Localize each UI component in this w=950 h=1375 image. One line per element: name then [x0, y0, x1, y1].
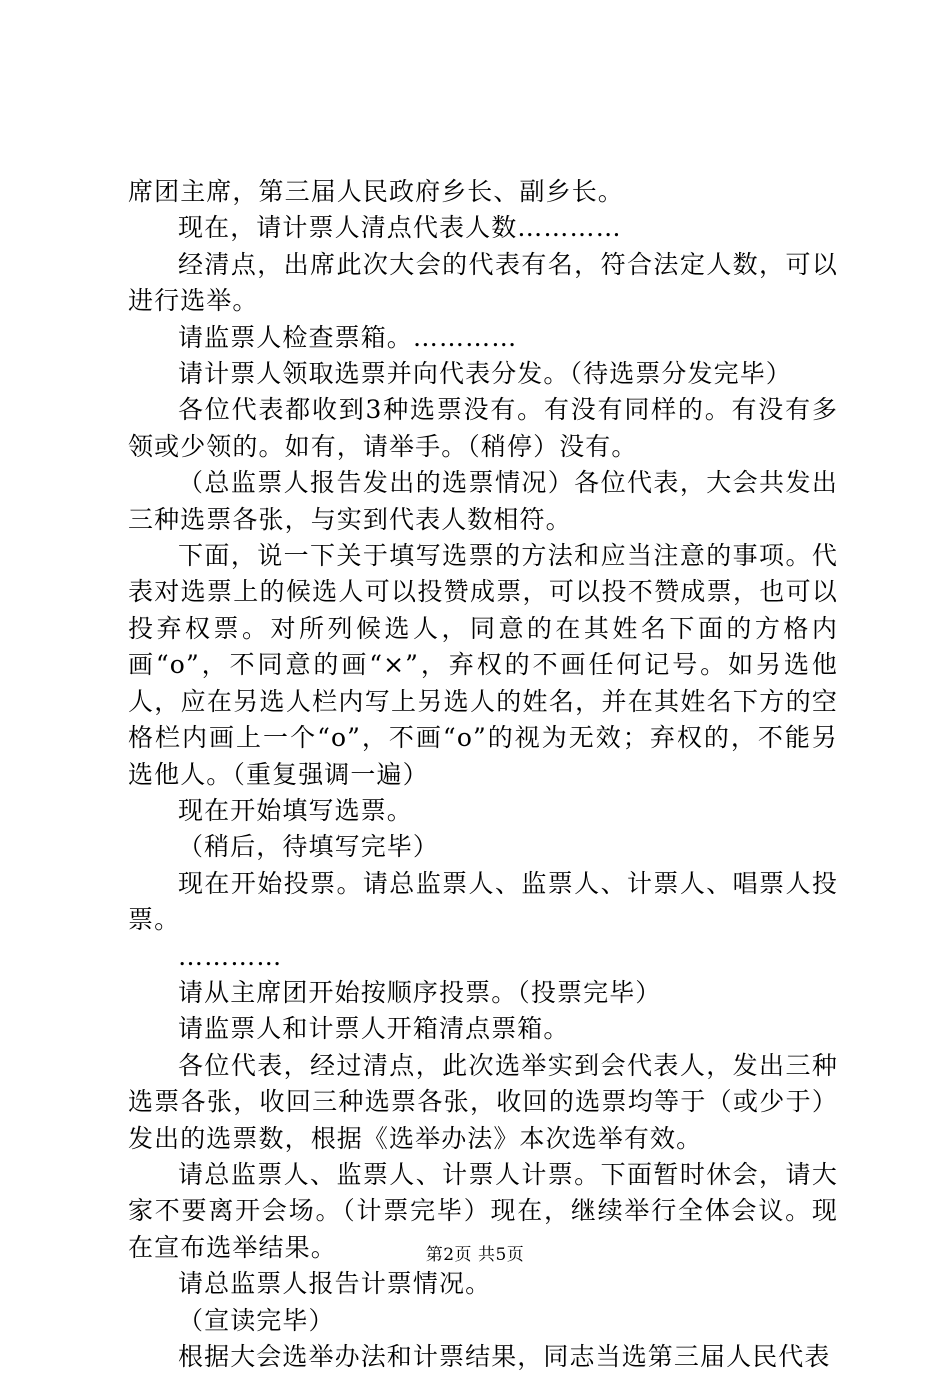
- paragraph: （总监票人报告发出的选票情况）各位代表，大会共发出三种选票各张，与实到代表人数相符。: [128, 468, 838, 534]
- paragraph: 请监票人和计票人开箱清点票箱。: [178, 1014, 570, 1044]
- paragraph: 请总监票人、监票人、计票人计票。下面暂时休会，请大家不要离开会场。（计票完毕）现在，继续举行全体会议。现在宣布选举结果。: [128, 1159, 838, 1262]
- paragraph: 各位代表都收到3种选票没有。有没有同样的。有没有多领或少领的。如有，请举手。（稍停）没有。: [128, 395, 838, 461]
- paragraph: 下面，说一下关于填写选票的方法和应当注意的事项。代表对选票上的候选人可以投赞成票，可以投不赞成票，也可以投弃权票。对所列候选人，同意的在其姓名下面的方格内画“o”，不同意的画“×”，弃权的不画任何记号。如另选他人，应在另选人栏内写上另选人的姓名，并在其姓名下方的空格栏内画上一个“o”，不画“o”的视为无效；弃权的，不能另选他人。（重复强调一遍）: [128, 541, 838, 789]
- paragraph: 各位代表，经过清点，此次选举实到会代表人，发出三种选票各张，收回三种选票各张，收回的选票均等于（或少于）发出的选票数，根据《选举办法》本次选举有效。: [128, 1050, 838, 1153]
- paragraph: 经清点，出席此次大会的代表有名，符合法定人数，可以进行选举。: [128, 249, 838, 316]
- paragraph: 现在开始投票。请总监票人、监票人、计票人、唱票人投票。: [128, 868, 838, 935]
- paragraph: （稍后，待填写完毕）: [178, 832, 440, 862]
- document-body: [128, 174, 838, 1375]
- paragraph: （宣读完毕）: [178, 1305, 335, 1335]
- paragraph: 请监票人检查票箱。…………: [178, 322, 518, 352]
- paragraph: 现在，请计票人清点代表人数…………: [178, 213, 622, 243]
- paragraph: 席团主席，第三届人民政府乡长、副乡长。: [128, 177, 624, 206]
- paragraph: 请从主席团开始按顺序投票。（投票完毕）: [178, 977, 662, 1007]
- page-number-footer: 第2页 共5页: [425, 1245, 525, 1265]
- paragraph: 请总监票人报告计票情况。: [178, 1269, 492, 1299]
- paragraph: 根据大会选举办法和计票结果，同志当选第三届人民代表: [178, 1342, 831, 1371]
- paragraph: …………: [178, 941, 283, 971]
- paragraph: 请计票人领取选票并向代表分发。（待选票分发完毕）: [178, 359, 792, 389]
- paragraph: 现在开始填写选票。: [178, 795, 413, 825]
